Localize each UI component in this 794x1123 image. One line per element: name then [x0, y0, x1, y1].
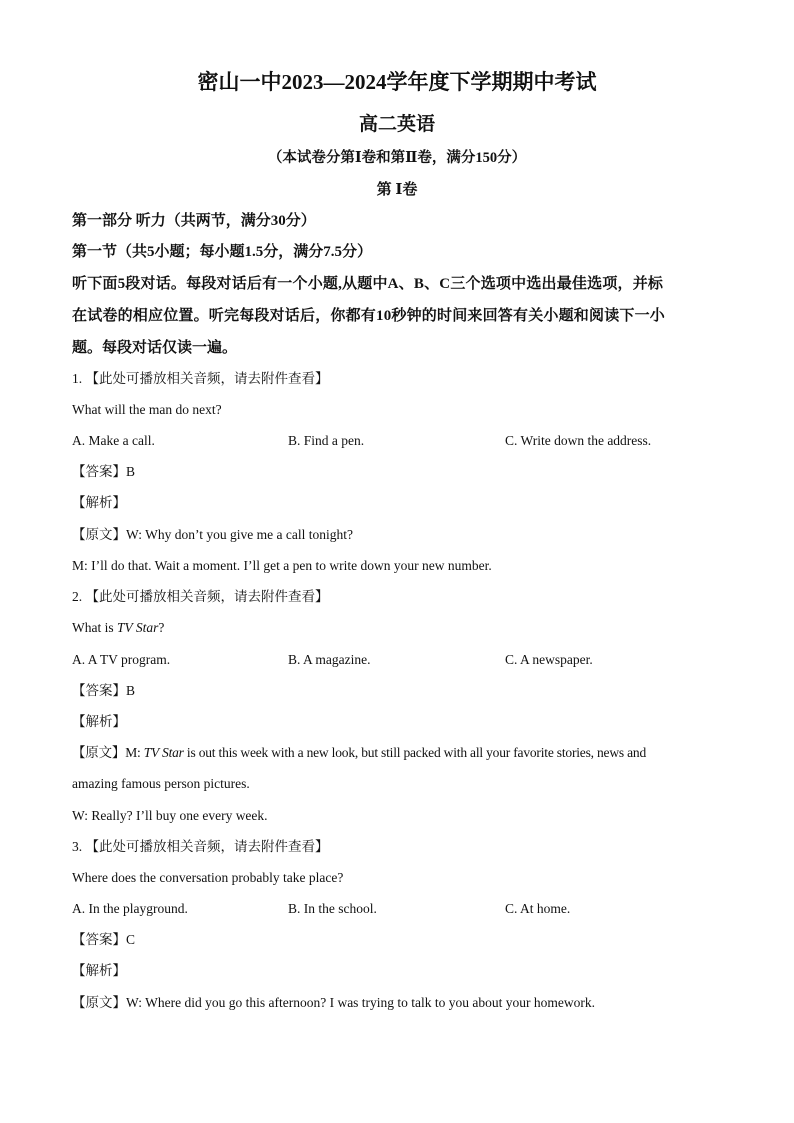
- original-label: 【原文】: [72, 995, 126, 1010]
- question-text: [72, 619, 164, 637]
- original-line: [72, 744, 646, 762]
- instruction-line: 听下面5段对话。每段对话后有一个小题,从题中A、B、C三个选项中选出最佳选项，并标: [72, 276, 664, 292]
- original-line: [72, 526, 353, 544]
- question-number: 2.: [72, 589, 83, 604]
- original-label: 【原文】: [72, 745, 126, 760]
- option-c: C. Write down the address.: [505, 433, 652, 448]
- question-header: [72, 838, 329, 856]
- question-header: [72, 588, 329, 606]
- answer-line: [72, 463, 135, 481]
- original-text: is out this week with a new look, but still packed with all your favorite stories, news and: [183, 745, 646, 760]
- subject-title: 高二英语: [358, 114, 435, 135]
- audio-note: 【此处可播放相关音频，请去附件查看】: [85, 589, 329, 604]
- question-text-part: What is: [72, 620, 117, 635]
- part-heading: 第一部分 听力（共两节，满分30分）: [72, 213, 316, 229]
- instruction-line: 在试卷的相应位置。听完每段对话后，你都有10秒钟的时间来回答有关小题和阅读下一小: [72, 308, 666, 324]
- analysis-label: 【解析】: [72, 495, 126, 510]
- question-header: [72, 370, 329, 388]
- original-text: W: Why don’t you give me a call tonight?: [126, 527, 353, 542]
- answer-label: 【答案】: [72, 683, 126, 698]
- original-text: W: Where did you go this afternoon? I was trying to talk to you about your homework.: [126, 995, 596, 1010]
- option-a: A. In the playground.: [72, 901, 188, 916]
- original-label: 【原文】: [72, 527, 126, 542]
- answer-label: 【答案】: [72, 464, 126, 479]
- question-title-italic: TV Star: [117, 620, 159, 635]
- answer-line: [72, 931, 135, 949]
- question-number: 3.: [72, 839, 83, 854]
- option-a: A. A TV program.: [72, 652, 171, 667]
- question-text: What will the man do next?: [72, 402, 222, 417]
- original-text: M:: [125, 745, 144, 760]
- option-b: B. Find a pen.: [288, 433, 365, 448]
- volume-title: 第 Ⅰ卷: [376, 182, 418, 198]
- answer-value: B: [126, 464, 136, 479]
- answer-line: [72, 682, 135, 700]
- question-text: Where does the conversation probably take place?: [72, 870, 344, 885]
- option-b: B. A magazine.: [288, 652, 371, 667]
- exam-title: 密山一中2023—2024学年度下学期期中考试: [197, 70, 597, 94]
- option-b: B. In the school.: [288, 901, 377, 916]
- original-text: amazing famous person pictures.: [72, 776, 250, 791]
- answer-label: 【答案】: [72, 932, 126, 947]
- original-text: M: I’ll do that. Wait a moment. I’ll get a pen to write down your new number.: [72, 558, 492, 573]
- audio-note: 【此处可播放相关音频，请去附件查看】: [85, 371, 329, 386]
- original-text: W: Really? I’ll buy one every week.: [72, 808, 268, 823]
- question-number: 1.: [72, 371, 83, 386]
- question-text-part: ?: [158, 620, 165, 635]
- original-title-italic: TV Star: [143, 745, 184, 760]
- option-a: A. Make a call.: [72, 433, 155, 448]
- analysis-label: 【解析】: [72, 714, 126, 729]
- option-c: C. At home.: [505, 901, 571, 916]
- audio-note: 【此处可播放相关音频，请去附件查看】: [85, 839, 329, 854]
- score-note: （本试卷分第Ⅰ卷和第Ⅱ卷，满分150分）: [267, 150, 527, 166]
- original-line: [72, 994, 595, 1012]
- instruction-line: 题。每段对话仅读一遍。: [72, 340, 238, 356]
- answer-value: C: [126, 932, 136, 947]
- option-c: C. A newspaper.: [505, 652, 593, 667]
- analysis-label: 【解析】: [72, 963, 126, 978]
- answer-value: B: [126, 683, 136, 698]
- section-heading: 第一节（共5小题；每小题1.5分，满分7.5分）: [72, 244, 373, 260]
